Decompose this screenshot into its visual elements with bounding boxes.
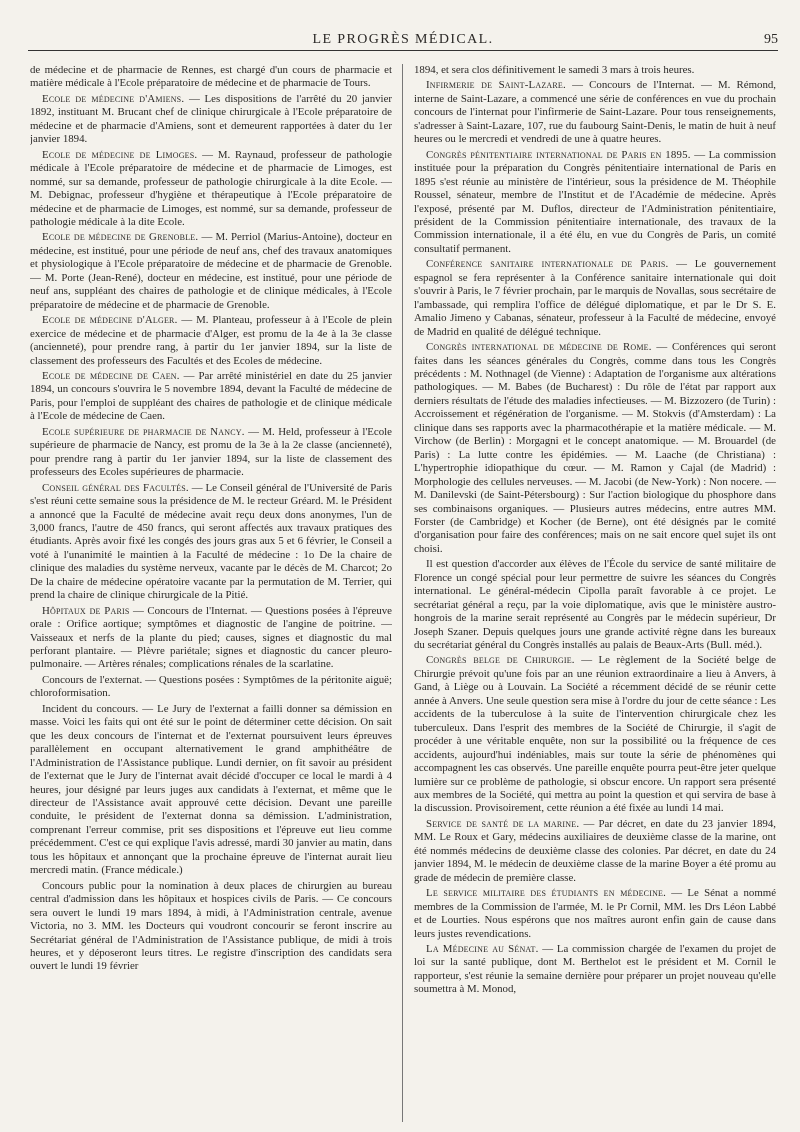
paragraph bbox=[30, 64, 392, 91]
paragraph bbox=[414, 64, 776, 77]
paragraph bbox=[414, 943, 776, 997]
paragraph bbox=[30, 93, 392, 147]
paragraph bbox=[414, 654, 776, 815]
paragraph-body: — M. Raynaud, professeur de pathologie médicale à l'Ecole préparatoire de médecine et de pharmacie de Limoges, est nommé, sur sa demande, professeur de pathologie chirurgicale à la dite Ecole. — M. Debignac, professeur d'hygiène et thérapeutique à l'Ecole préparatoire de médecine et de pharmacie de Limoges, est nommé, sur sa demande, professeur de pathologie médicale à la dite Ecole. bbox=[30, 148, 392, 228]
section-heading: Infirmerie de Saint-Lazare. bbox=[426, 79, 566, 92]
section-heading: Congrès belge de Chirurgie. bbox=[426, 654, 575, 667]
paragraph-body: Il est question d'accorder aux élèves de l'École du service de santé militaire de Florence un congé spécial pour leur permettre de suivre les séances du Congrès international. Le général-médecin Cipolla paraît favorable à ce projet. Le secrétariat général a reçu, par la voie diplomatique, avis que le ministère austro-hongrois de la marine serait représenté au Congrès par le médecin supérieur, Dr Joseph Szaner. Depuis quelques jours une grande activité règne dans les bureaux du secrétariat général du Congrès installés au palais de Beaux-Arts (Bull. méd.). bbox=[414, 558, 776, 652]
section-heading: Congrès international de médecine de Rome. bbox=[426, 341, 652, 354]
paragraph-body: de médecine et de pharmacie de Rennes, est chargé d'un cours de pharmacie et matière médicale à l'Ecole préparatoire de médecine et de pharmacie de Tours. bbox=[30, 64, 392, 90]
running-head bbox=[28, 32, 778, 51]
paragraph-body: — Concours de l'Internat. — Questions posées à l'épreuve orale : Orifice aortique; symptômes et diagnostic de l'angine de poitrine. — Vaisseaux et nerfs de la plante du pied; causes, signes et diagnostic du mal perforant plantaire. — Plèvre pariétale; signes et diagnostic du cancer pleuro-pulmonaire. — Artères rénales; complications rénales de la scarlatine. bbox=[30, 604, 392, 671]
section-heading: Service de santé de la marine. bbox=[426, 817, 580, 830]
paragraph bbox=[414, 558, 776, 652]
section-heading: Hôpitaux de Paris bbox=[42, 604, 130, 617]
section-heading: Conférence sanitaire internationale de Paris. bbox=[426, 258, 669, 271]
section-heading: Ecole de médecine de Limoges. bbox=[42, 148, 198, 161]
paragraph-body: — Le Sénat a nommé membres de la Commission de l'armée, M. le Pr Cornil, MM. les Drs Léon Labbé et de Lourties. Nous espérons que nos maîtres auront enfin gain de cause dans leurs justes revendications. bbox=[414, 887, 776, 940]
paragraph bbox=[30, 426, 392, 480]
paragraph-body: — Concours de l'Internat. — M. Rémond, interne de Saint-Lazare, a commencé une série de conférences en vue du prochain concours de l'internat pour l'infirmerie de Saint-Lazare. Pour tous renseignements, s'adresser à Saint-Lazare, 107, rue du faubourg Saint-Denis, le matin de huit à neuf heures ou le mercredi et vendredi de une à quatre heures. bbox=[414, 79, 776, 146]
paragraph bbox=[30, 314, 392, 368]
paragraph bbox=[30, 880, 392, 974]
paragraph bbox=[414, 818, 776, 885]
paragraph-body: — La commission instituée pour la préparation du Congrès pénitentiaire international de Paris en 1895 s'est réunie au ministère de l'intérieur, sous la présidence de M. Théophile Roussel, sénateur, membre de l'Institut et de l'Académie de médecine. Après l'exposé, présenté par M. Duflos, directeur de l'Administration pénitentiaire, président de la Commission pénitentiaire internationale, des travaux de la Commission internationale, il a été élu, en vue du Congrès de Paris, un comité consultatif permanent. bbox=[414, 148, 776, 255]
section-heading: Ecole de médecine de Caen. bbox=[42, 369, 180, 382]
section-heading: Ecole de médecine d'Amiens. bbox=[42, 92, 185, 105]
paragraph-body: — Le règlement de la Société belge de Chirurgie prévoit qu'une fois par an une réunion extraordinaire a lieu à Anvers, à Gand, à Liège ou à Louvain. La Société a récemment décidé de se réunir cette année à Anvers. Une seule question sera mise à l'ordre du jour de cette séance : Les accidents de la tuberculose à la suite de l'intervention chirurgicale chez les tuberculeux. Dans l'esprit des membres de la Société de Chirurgie, il s'agit de procéder à une véritable enquête, non sur la possibilité ou la fréquence de ces accidents, aujourd'hui indéniables, mais sur toute la série de phénomènes qui accompagnent les cas observés. Une pareille enquête pourra peut-être jeter quelque lumière sur ce problème de pathologie, si obscur encore. Un rapport sera présenté aux membres de la Société, qui mettra au point la question et qui servira de base à la discussion. Provisoirement, cette réunion a été fixée au lundi 14 mai. bbox=[414, 654, 776, 815]
right-column bbox=[414, 64, 776, 1124]
paragraph bbox=[414, 341, 776, 556]
paragraph-body: — Le gouvernement espagnol se fera représenter à la Conférence sanitaire internationale qui doit s'ouvrir à Paris, le 7 février prochain, par le marquis de Novallas, sous secrétaire de l'ambassade, qui remplira l'office de délégué diplomatique, et par le Dr S. E. Amalio Jimeno y Cabanas, sénateur, professeur à la Faculté de médecine, envoyé de Madrid en qualité de délégué technique. bbox=[414, 258, 776, 338]
paragraph bbox=[414, 258, 776, 339]
page-number: 95 bbox=[764, 32, 778, 47]
section-heading: Ecole de médecine de Grenoble. bbox=[42, 231, 199, 244]
section-heading: Congrès pénitentiaire international de Paris en 1895. bbox=[426, 148, 691, 161]
paragraph-body: — Le Conseil général de l'Université de Paris s'est réuni cette semaine sous la présidence de M. le recteur Gréard. M. le Président a annoncé que la Faculté de médecine avait reçu deux dons anonymes, l'un de 3,000 francs, l'autre de 450 francs, qui seront affectés aux travaux pratiques des étudiants. Après avoir fixé les congés des jours gras aux 5 et 6 février, le Conseil a voté à l'unanimité le maintien à la Faculté de médecine : 1o De la chaire de clinique des maladies du système nerveux, vacante par le décès de M. Charcot; 2o De la chaire de médecine opératoire vacante par la permutation de M. Terrier, qui prend la chaire de clinique chirurgicale de la Pitié. bbox=[30, 481, 392, 602]
paragraph bbox=[414, 887, 776, 941]
paragraph bbox=[414, 149, 776, 257]
paragraph-body: — La commission chargée de l'examen du projet de loi sur la santé publique, dont M. Berthelot est le président et M. Cornil le rapporteur, s'est réunie la semaine dernière pour préparer un projet nouveau qu'elle soumettra à M. Monod, bbox=[414, 943, 776, 996]
paragraph-body: — M. Perriol (Marius-Antoine), docteur en médecine, est institué, pour une période de neuf ans, chef des travaux anatomiques et physiologique à l'Ecole préparatoire de médecine et de pharmacie de Grenoble. — M. Porte (Jean-René), docteur en médecine, est institué, pour une période de neuf ans, suppléant des chaires de pathologie et de clinique médicales, à l'Ecole préparatoire de médecine et de pharmacie de Grenoble. bbox=[30, 231, 392, 311]
paragraph-body: — Conférences qui seront faites dans les séances générales du Congrès, comme dans tous les Congrès précédents : M. Nothnagel (de Vienne) : Adaptation de l'organisme aux altérations pathologiques. — M. Babes (de Bucharest) : Du rôle de l'état par rapport aux derniers résultats de l'étude des maladies infectieuses. — M. Bizzozero (de Turin) : Accroissement et régénération de l'organisme. — M. Stokvis (d'Amsterdam) : La clinique dans ses rapports avec la pharmacothérapie et la matière médicale. — M. Virchow (de Berlin) : Morgagni et le concept anatomique. — M. Brouardel (de Paris) : La lutte contre les épidémies. — M. Laache (de Christiana) : L'hypertrophie idiopathique du cœur. — M. Ramon y Cajal (de Madrid) : Morphologie des cellules nerveuses. — M. Jacobi (de New-York) : Non nocere. — M. Danilevski (de Saint-Pétersbourg) : Sur l'action biologique du phosphore dans ses combinaisons organiques. — Plusieurs autres médecins, entre autres MM. Forster (de Cambridge) et Kocher (de Berne), ont été désignés par le comité d'organisation pour faire des conférences; mais on ne sait encore quel sujet ils ont choisi. bbox=[414, 341, 776, 555]
paragraph-body: — M. Held, professeur à l'Ecole supérieure de pharmacie de Nancy, est promu de la 3e à la 2e classe (ancienneté), pour prendre rang à partir du 1er janvier 1894, sur la liste de classement des professeurs des Ecoles supérieures de pharmacie. bbox=[30, 425, 392, 479]
paragraph-body: Concours de l'externat. — Questions posées : Symptômes de la péritonite aiguë; chloroformisation. bbox=[30, 673, 392, 700]
paragraph-body: 1894, et sera clos définitivement le samedi 3 mars à trois heures. bbox=[414, 64, 695, 76]
paragraph-body: — Les dispositions de l'arrêté du 20 janvier 1892, instituant M. Brucant chef de clinique chirurgicale à l'Ecole préparatoire de médecine et de pharmacie d'Amiens, sont et demeurent rapportées à dater du 1er janvier 1894. bbox=[30, 92, 392, 146]
paragraph bbox=[30, 482, 392, 603]
section-heading: Le service militaire des étudiants en médecine. bbox=[426, 887, 667, 900]
section-heading: La Médecine au Sénat. bbox=[426, 943, 539, 955]
section-heading: Ecole supérieure de pharmacie de Nancy. bbox=[42, 425, 245, 438]
section-heading: Ecole de médecine d'Alger. bbox=[42, 314, 178, 327]
paragraph-body: — Par arrêté ministériel en date du 25 janvier 1894, un concours s'ouvrira le 5 novembre 1894, devant la Faculté de médecine de Paris, pour l'emploi de suppléant des chaires de pathologie et de clinique médicale à l'Ecole de médecine de Caen. bbox=[30, 369, 392, 423]
paragraph-body: Incident du concours. — Le Jury de l'externat a failli donner sa démission en masse. Voici les faits qui ont été sur le point de déterminer cette décision. On sait que les deux concours de l'internat et de l'externat poursuivent leurs épreuves parallèlement en occupant alternativement le grand amphithéâtre de l'Administration de l'Assistance publique. Lundi dernier, on fit savoir au président de l'externat que le Jury de l'internat avait décidé d'occuper ce local le mardi à 4 heures, jour désigné par leurs juges aux candidats à l'externat, et même que le directeur de l'Assistance avait approuvé cette décision. Devant une pareille conduite, le président de l'externat donna sa démission. L'administration, comprenant l'erreur commise, prit ses dispositions et l'épreuve eut lieu comme précédemment. C'est ce qui explique l'avis adressé, mardi 30 janvier au matin, dans tous les hôpitaux et annonçant que la prochaine épreuve de l'internat aurait lieu mercredi matin. (France médicale.) bbox=[30, 702, 392, 877]
paragraph bbox=[30, 149, 392, 230]
left-column bbox=[30, 64, 392, 1124]
paragraph-body: Concours public pour la nomination à deux places de chirurgien au bureau central d'admission dans les hôpitaux et hospices civils de Paris. — Ce concours sera ouvert le lundi 19 mars 1894, à midi, à l'Administration centrale, avenue Victoria, no 3. MM. les Docteurs qui voudront concourir se feront inscrire au Secrétariat général de l'Administration de l'Assistance publique, de midi à trois heures, et y déposeront leurs titres. Le registre d'inscription des candidats sera ouvert le lundi 19 février bbox=[30, 879, 392, 973]
running-title: LE PROGRÈS MÉDICAL. bbox=[312, 32, 494, 47]
paragraph bbox=[30, 231, 392, 312]
column-divider bbox=[402, 64, 403, 1122]
paragraph bbox=[30, 674, 392, 701]
paragraph-body: — M. Planteau, professeur à à l'Ecole de plein exercice de médecine et de pharmacie d'Alger, est promu de la 4e à la 3e classe (ancienneté), pour prendre rang, à partir du 1er janvier 1894, sur la liste de classement des professeurs des Facultés et des Ecoles de médecine. bbox=[30, 314, 392, 367]
paragraph bbox=[30, 605, 392, 672]
paragraph bbox=[30, 370, 392, 424]
section-heading: Conseil général des Facultés. bbox=[42, 481, 189, 494]
paragraph-body: — Par décret, en date du 23 janvier 1894, MM. Le Roux et Gary, médecins auxiliaires de deuxième classe de la marine, ont été nommés médecins de deuxième classe des colonies. Par décret, en date du 24 janvier 1894, M. le médecin de deuxième classe de la marine Boyer a été promu au grade de médecin de première classe. bbox=[414, 817, 776, 884]
paragraph bbox=[414, 79, 776, 146]
paragraph bbox=[30, 703, 392, 878]
